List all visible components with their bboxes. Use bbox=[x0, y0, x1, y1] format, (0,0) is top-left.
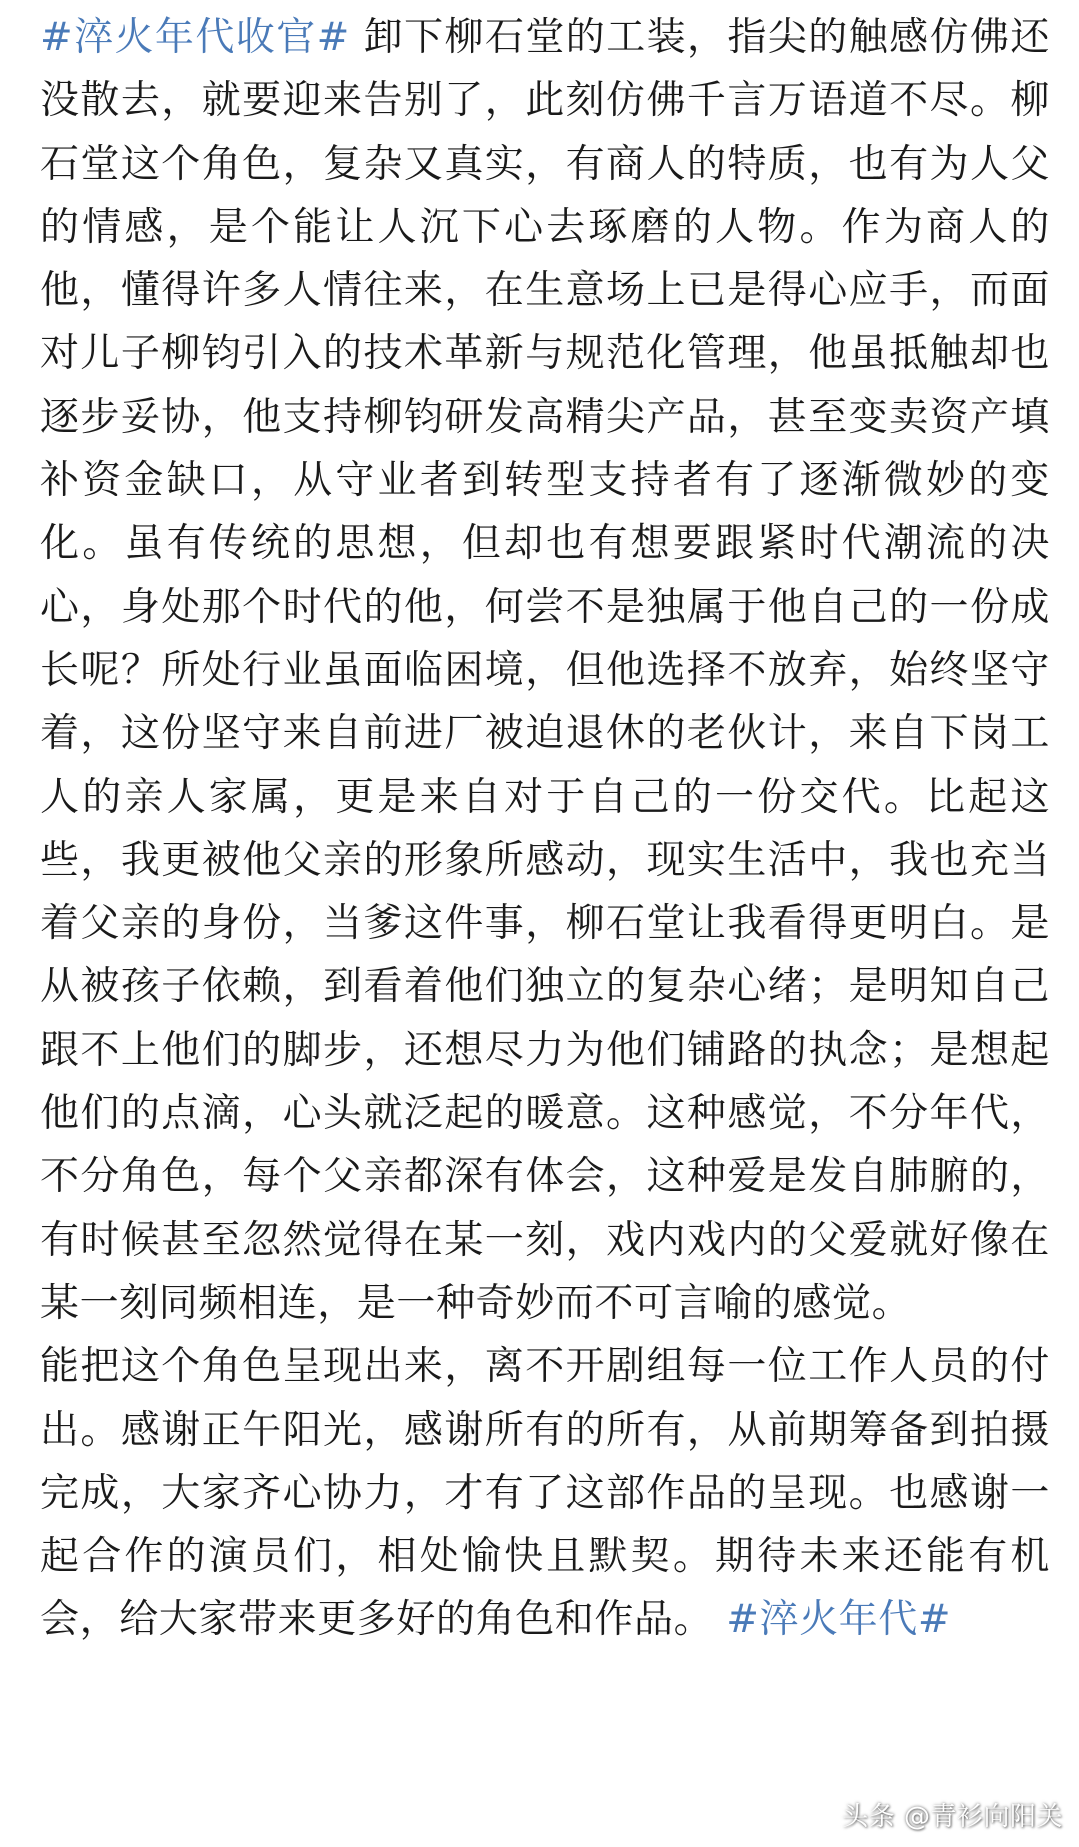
hashtag-link[interactable]: #淬火年代收官# bbox=[40, 15, 350, 60]
post-paragraph-1 bbox=[40, 6, 1050, 1335]
paragraph-text: 能把这个角色呈现出来，离不开剧组每一位工作人员的付出。感谢正午阳光，感谢所有的所有，从前期筹备到拍摄完成，大家齐心协力，才有了这部作品的呈现。也感谢一起合作的演员们，相处愉快且默契。期待未来还能有机会，给大家带来更多好的角色和作品。 bbox=[40, 1344, 1050, 1643]
post-paragraph-2 bbox=[40, 1335, 1050, 1651]
hashtag-link[interactable]: #淬火年代# bbox=[726, 1597, 952, 1643]
source-watermark: 头条 @青衫向阳关 bbox=[842, 1802, 1063, 1832]
post-body bbox=[40, 6, 1050, 1652]
paragraph-text: 卸下柳石堂的工装，指尖的触感仿佛还没散去，就要迎来告别了，此刻仿佛千言万语道不尽。柳石堂这个角色，复杂又真实，有商人的特质，也有为人父的情感，是个能让人沉下心去琢磨的人物。作为商人的他，懂得许多人情往来，在生意场上已是得心应手，而面对儿子柳钧引入的技术革新与规范化管理，他虽抵触却也逐步妥协，他支持柳钧研发高精尖产品，甚至变卖资产填补资金缺口，从守业者到转型支持者有了逐渐微妙的变化。虽有传统的思想，但却也有想要跟紧时代潮流的决心，身处那个时代的他，何尝不是独属于他自己的一份成长呢？所处行业虽面临困境，但他选择不放弃，始终坚守着，这份坚守来自前进厂被迫退休的老伙计，来自下岗工人的亲人家属，更是来自对于自己的一份交代。比起这些，我更被他父亲的形象所感动，现实生活中，我也充当着父亲的身份，当爹这件事，柳石堂让我看得更明白。是从被孩子依赖，到看着他们独立的复杂心绪；是明知自己跟不上他们的脚步，还想尽力为他们铺路的执念；是想起他们的点滴，心头就泛起的暖意。这种感觉，不分年代，不分角色，每个父亲都深有体会，这种爱是发自肺腑的，有时候甚至忽然觉得在某一刻，戏内戏内的父爱就好像在某一刻同频相连，是一种奇妙而不可言喻的感觉。 bbox=[40, 15, 1051, 1326]
